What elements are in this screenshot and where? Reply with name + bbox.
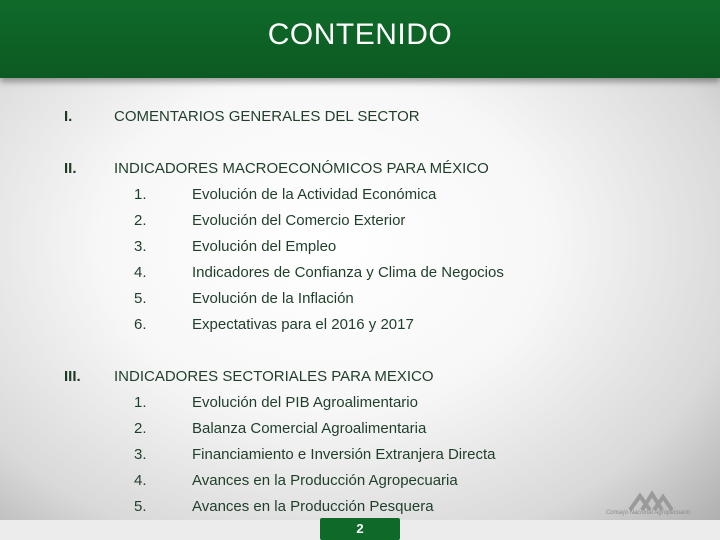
section-numeral: I. (64, 108, 73, 125)
list-item: Financiamiento e Inversión Extranjera Directa (192, 446, 496, 463)
item-number: 1. (134, 394, 147, 411)
page-title: CONTENIDO (267, 18, 453, 51)
page-number: 2 (356, 521, 364, 536)
item-number: 2. (134, 420, 147, 437)
item-number: 4. (134, 472, 147, 489)
list-item: Evolución de la Actividad Económica (192, 186, 437, 203)
section-numeral: II. (64, 160, 77, 177)
mountains-logo-icon (596, 482, 700, 522)
item-number: 5. (134, 498, 147, 515)
item-number: 3. (134, 238, 147, 255)
list-item: Evolución del Empleo (192, 238, 337, 255)
list-item: Evolución del PIB Agroalimentario (192, 394, 418, 411)
section-title: INDICADORES SECTORIALES PARA MEXICO (114, 368, 434, 385)
logo-caption: Consejo Nacional Agropecuario (605, 510, 691, 516)
item-number: 5. (134, 290, 147, 307)
list-item: Evolución de la Inflación (192, 290, 354, 307)
item-number: 1. (134, 186, 147, 203)
section-numeral: III. (64, 368, 81, 385)
list-item: Avances en la Producción Agropecuaria (192, 472, 458, 489)
item-number: 4. (134, 264, 147, 281)
section-title: COMENTARIOS GENERALES DEL SECTOR (114, 108, 420, 125)
list-item: Avances en la Producción Pesquera (192, 498, 434, 515)
list-item: Balanza Comercial Agroalimentaria (192, 420, 427, 437)
section-title: INDICADORES MACROECONÓMICOS PARA MÉXICO (114, 160, 489, 177)
item-number: 3. (134, 446, 147, 463)
list-item: Indicadores de Confianza y Clima de Negocios (192, 264, 504, 281)
item-number: 6. (134, 316, 147, 333)
list-item: Evolución del Comercio Exterior (192, 212, 406, 229)
item-number: 2. (134, 212, 147, 229)
list-item: Expectativas para el 2016 y 2017 (192, 316, 414, 333)
